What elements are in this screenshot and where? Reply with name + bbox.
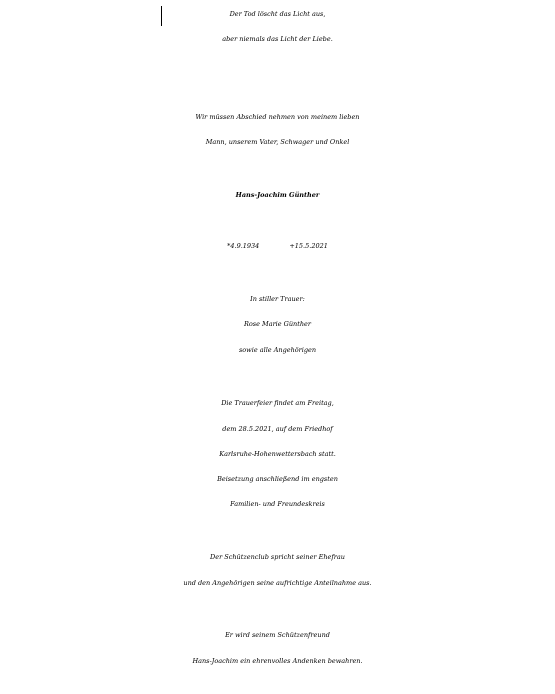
birth-date: *4.9.1934 bbox=[227, 242, 260, 250]
mourners-relatives: sowie alle Angehörigen bbox=[238, 346, 317, 354]
funeral-line-5: Familien- und Freundeskreis bbox=[230, 500, 325, 508]
death-date: +15.5.2021 bbox=[289, 242, 328, 250]
remembrance-line-1: Er wird seinem Schützenfreund bbox=[225, 631, 330, 639]
condolence-line-2: und den Angehörigen seine aufrichtige Anteilnahme aus. bbox=[183, 579, 372, 587]
announcement-line-1: Wir müssen Abschied nehmen von meinem lieben bbox=[195, 113, 360, 121]
life-dates bbox=[0, 235, 555, 257]
funeral-line-2: dem 28.5.2021, auf dem Friedhof bbox=[222, 425, 333, 433]
funeral-line-3: Karlsruhe-Hohenwettersbach statt. bbox=[219, 450, 336, 458]
mourners-spouse: Rose Marie Günther bbox=[243, 320, 311, 328]
remembrance-line-2: Hans-Joachim ein ehrenvolles Andenken bewahren. bbox=[192, 657, 363, 665]
motto-line-2: aber niemals das Licht der Liebe. bbox=[222, 35, 333, 43]
motto-line-1: Der Tod löscht das Licht aus, bbox=[229, 10, 326, 18]
condolence-line-1: Der Schützenclub spricht seiner Ehefrau bbox=[210, 553, 345, 561]
mourners-heading: In stiller Trauer: bbox=[250, 295, 305, 303]
funeral-line-1: Die Trauerfeier findet am Freitag, bbox=[221, 399, 334, 407]
announcement-line-2: Mann, unserem Vater, Schwager und Onkel bbox=[205, 138, 350, 146]
funeral-line-4: Beisetzung anschließend im engsten bbox=[217, 475, 338, 483]
deceased-name: Hans-Joachim Günther bbox=[235, 191, 320, 199]
